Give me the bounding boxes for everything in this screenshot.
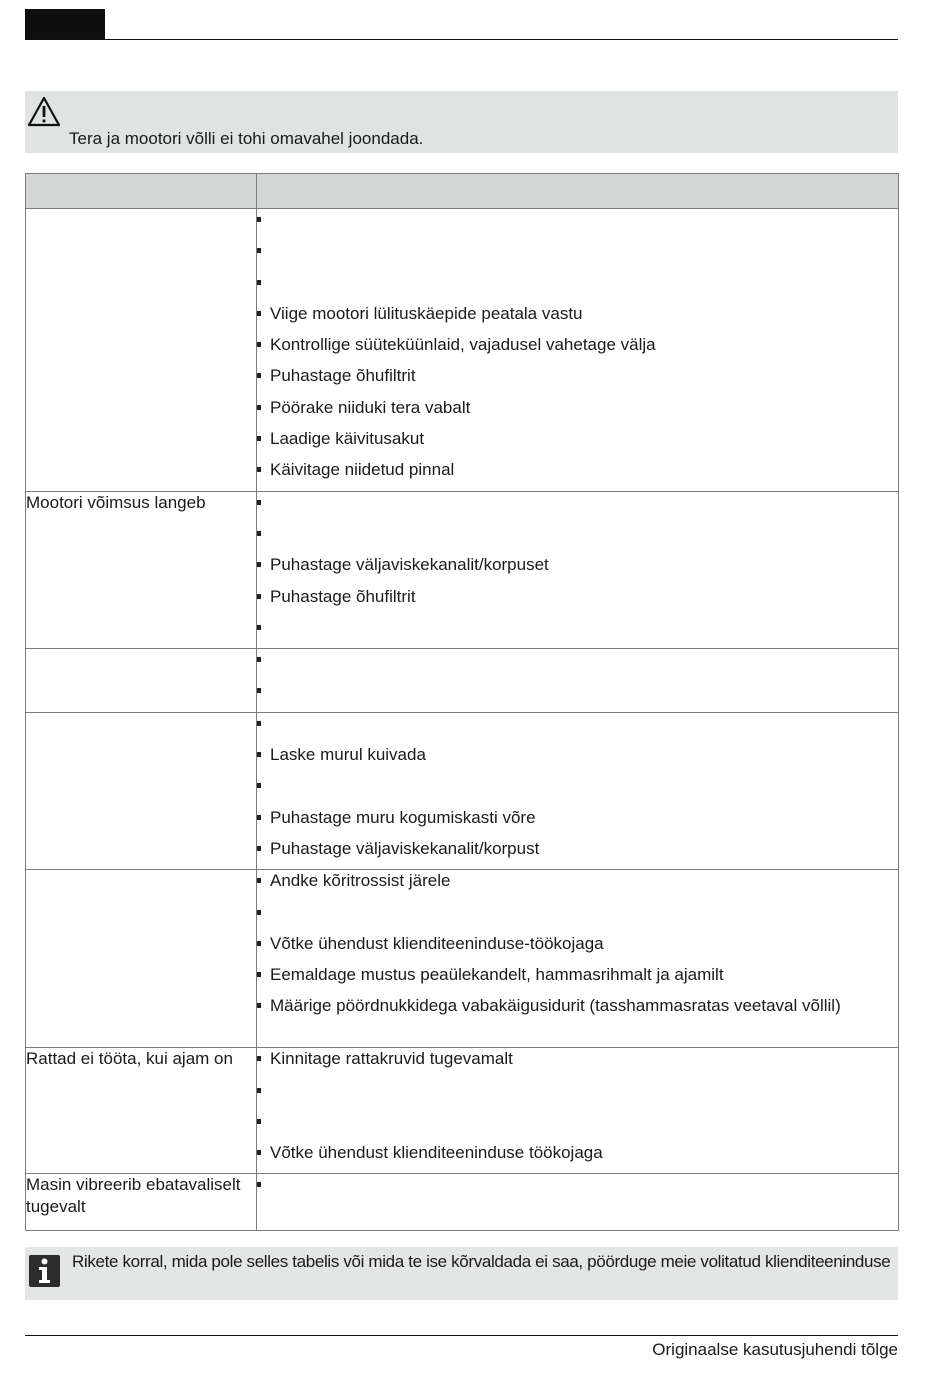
remedy-item: [257, 617, 898, 648]
remedy-item: Laadige käivitusakut: [257, 428, 898, 459]
remedy-item: Puhastage õhufiltrit: [257, 586, 898, 617]
remedy-item: Pöörake niiduki tera vabalt: [257, 397, 898, 428]
table-row: [26, 649, 899, 713]
table-row: [26, 1048, 899, 1174]
remedy-cell: [257, 1048, 899, 1174]
table-row: [26, 712, 899, 869]
table-row: [26, 491, 899, 648]
remedy-cell: [257, 1174, 899, 1231]
warning-text: Tera ja mootori võlli ei tohi omavahel joondada.: [69, 129, 424, 148]
table-row: [26, 209, 899, 492]
remedy-item: Viige mootori lülituskäepide peatala vastu: [257, 303, 898, 334]
problem-cell: [26, 649, 257, 713]
problem-cell: Rattad ei tööta, kui ajam on: [26, 1048, 257, 1174]
warning-notice: [25, 91, 898, 153]
remedy-item: Võtke ühendust klienditeeninduse töökojaga: [257, 1142, 898, 1173]
remedy-item: Määrige pöördnukkidega vabakäigusidurit (tasshammasratas veetaval võllil): [257, 995, 898, 1026]
remedy-cell: [257, 712, 899, 869]
remedy-item: [257, 680, 898, 711]
remedy-item: [257, 209, 898, 240]
header-rule: [25, 39, 898, 40]
header-cell-remedy: [257, 174, 899, 209]
remedy-item: [257, 492, 898, 523]
header-tab-block: [25, 9, 105, 40]
problem-cell: [26, 712, 257, 869]
remedy-item: [257, 1080, 898, 1111]
remedy-item: Andke kõritrossist järele: [257, 870, 898, 901]
header-cell-problem: [26, 174, 257, 209]
remedy-item: [257, 775, 898, 806]
remedy-item: Käivitage niidetud pinnal: [257, 459, 898, 490]
info-text: Rikete korral, mida pole selles tabelis või mida te ise kõrvaldada ei saa, pöörduge meie volitatud klienditeeninduse: [72, 1252, 891, 1271]
info-notice: [25, 1247, 898, 1300]
remedy-cell: [257, 649, 899, 713]
table-row: [26, 1174, 899, 1231]
problem-cell: Masin vibreerib ebatavaliselt tugevalt: [26, 1174, 257, 1231]
remedy-item: Kinnitage rattakruvid tugevamalt: [257, 1048, 898, 1079]
remedy-item: Laske murul kuivada: [257, 744, 898, 775]
footer-rule: [25, 1335, 898, 1336]
problem-cell: [26, 209, 257, 492]
remedy-item: [257, 1174, 898, 1205]
problem-cell: [26, 870, 257, 1048]
remedy-cell: [257, 209, 899, 492]
remedy-item: [257, 240, 898, 271]
remedy-item: [257, 523, 898, 554]
remedy-item: [257, 902, 898, 933]
remedy-item: Eemaldage mustus peaülekandelt, hammasrihmalt ja ajamilt: [257, 964, 898, 995]
remedy-item: Võtke ühendust klienditeeninduse-töökojaga: [257, 933, 898, 964]
remedy-item: Puhastage õhufiltrit: [257, 365, 898, 396]
remedy-item: Kontrollige süüteküünlaid, vajadusel vahetage välja: [257, 334, 898, 365]
remedy-item: [257, 1111, 898, 1142]
troubleshooting-table: [25, 173, 899, 1231]
remedy-item: Puhastage väljaviskekanalit/korpust: [257, 838, 898, 869]
remedy-item: [257, 713, 898, 744]
problem-cell: Mootori võimsus langeb: [26, 491, 257, 648]
warning-icon: [27, 95, 61, 129]
table-row: [26, 870, 899, 1048]
remedy-cell: [257, 870, 899, 1048]
remedy-item: Puhastage väljaviskekanalit/korpuset: [257, 554, 898, 585]
remedy-cell: [257, 491, 899, 648]
footer-text: Originaalse kasutusjuhendi tõlge: [652, 1340, 898, 1359]
remedy-item: [257, 649, 898, 680]
remedy-item: Puhastage muru kogumiskasti võre: [257, 807, 898, 838]
table-header-row: [26, 174, 899, 209]
info-icon: [29, 1255, 60, 1287]
remedy-item: [257, 272, 898, 303]
